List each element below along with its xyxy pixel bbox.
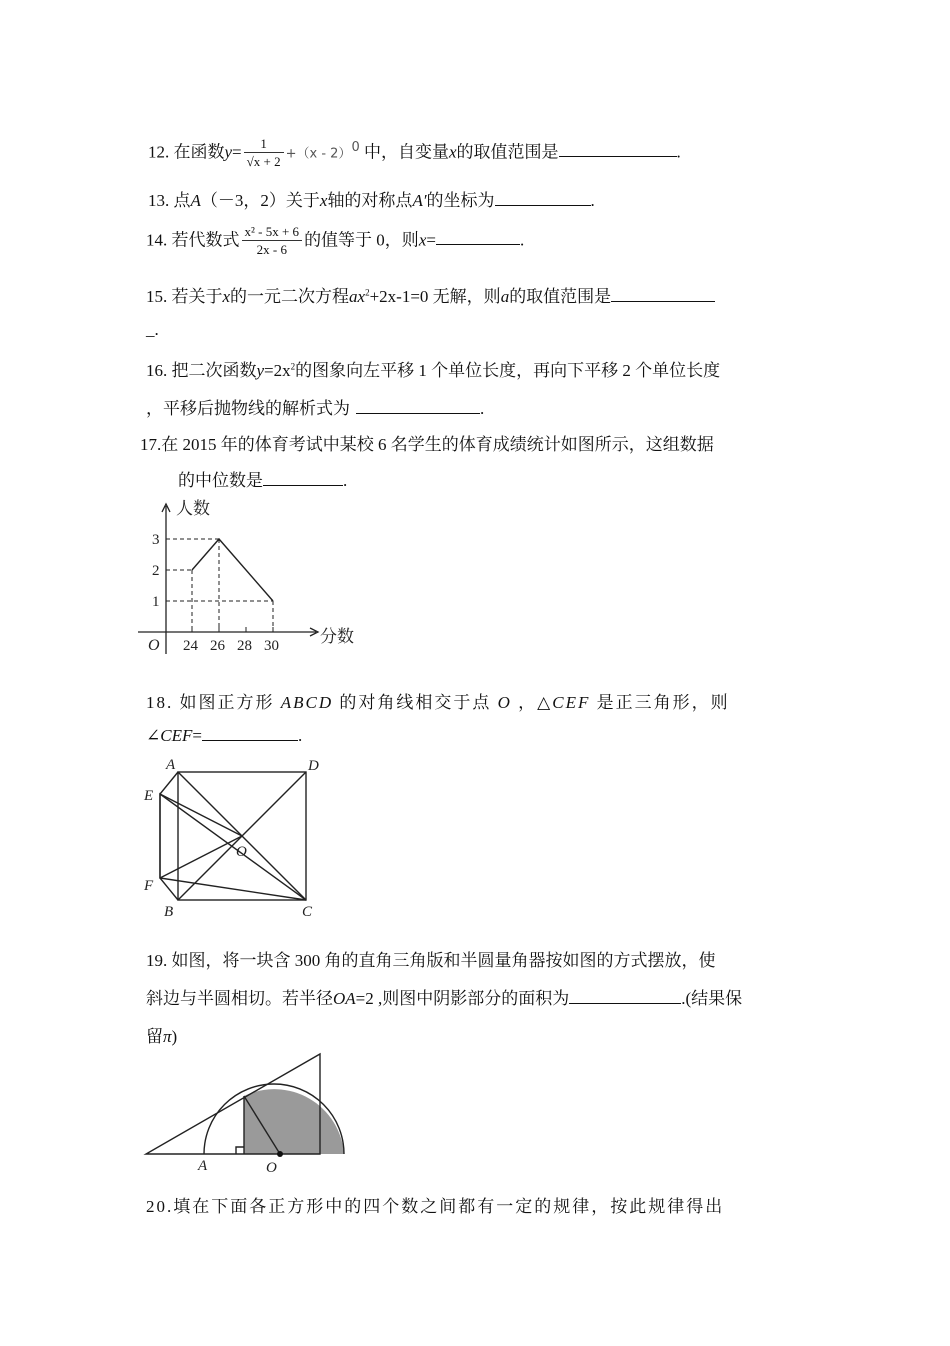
question-20: 20.填在下面各正方形中的四个数之间都有一定的规律，按此规律得出	[146, 1197, 725, 1216]
answer-blank	[559, 142, 677, 157]
line-chart	[138, 494, 368, 664]
label-c: C	[302, 904, 313, 920]
answer-blank	[495, 191, 591, 206]
label-o: O	[266, 1160, 277, 1176]
protractor-figure	[140, 1048, 360, 1178]
segment-fo	[160, 836, 242, 878]
fraction: $\frac{\text{x² - 5x + 6}}{2x - 6}$	[242, 224, 303, 259]
question-17: 17.在 2015 年的体育考试中某校 6 名学生的体育成绩统计如图所示，这组数据	[140, 435, 714, 454]
label-o: O	[236, 844, 247, 860]
series-line	[192, 539, 273, 601]
answer-blank	[356, 399, 480, 414]
right-angle-mark	[236, 1147, 244, 1154]
fraction: $\frac{1}{√x + 2}$	[244, 136, 284, 171]
x-tick-label: 30	[264, 638, 279, 654]
question-19-line3: 留π)	[146, 1027, 178, 1046]
question-number: 15.	[146, 287, 168, 306]
question-15-line2: _.	[146, 320, 159, 339]
question-number: 17.	[140, 435, 162, 454]
center-point	[277, 1151, 283, 1157]
question-19: 19. 如图，将一块含 300 角的直角三角版和半圆量角器按如图的方式摆放，使	[146, 951, 716, 970]
question-number: 12.	[148, 142, 170, 162]
label-b: B	[164, 904, 174, 920]
label-a: A	[198, 1158, 208, 1174]
question-number: 13.	[148, 191, 170, 210]
x-tick-label: 24	[183, 638, 198, 654]
answer-blank	[202, 726, 298, 741]
question-19-line2: 斜边与半圆相切。若半径OA=2 ,则图中阴影部分的面积为 .(结果保	[146, 989, 743, 1008]
y-axis-label: 人数	[176, 499, 210, 518]
answer-blank	[569, 989, 681, 1004]
x-tick-label: 26	[210, 638, 225, 654]
question-number: 14.	[146, 230, 168, 250]
x-axis-label: 分数	[320, 627, 354, 646]
answer-blank	[436, 230, 520, 245]
label-e: E	[144, 788, 154, 804]
y-tick-label: 3	[152, 532, 160, 548]
question-12: 12. 在函数y= $\frac{1}{√x + 2}$ +（x - 2）$^0$ 中，自变量x的取值范围是 .	[148, 136, 681, 169]
question-number: 16.	[146, 361, 168, 380]
y-tick-label: 1	[152, 594, 160, 610]
question-14: 14. 若代数式 $\frac{\text{x² - 5x + 6}}{2x - 6}$ 的值等于 0，则x= .	[146, 224, 525, 257]
question-17-line2: 的中位数是 .	[178, 471, 348, 490]
question-18-line2: ∠CEF= .	[146, 726, 303, 745]
shaded-region	[244, 1089, 344, 1154]
y-tick-label: 2	[152, 563, 160, 579]
question-18: 18. 如图正方形 ABCD 的对角线相交于点 O ，△CEF 是正三角形，则	[146, 693, 730, 712]
label-a: A	[166, 757, 176, 773]
label-f: F	[144, 878, 154, 894]
question-13: 13. 点A（－3，2）关于x轴的对称点A′的坐标为 .	[148, 191, 595, 210]
question-15: 15. 若关于x的一元二次方程$ax^2+2x-1=0$ 无解，则a的取值范围是	[146, 282, 715, 307]
answer-blank	[263, 471, 343, 486]
origin-label: O	[148, 637, 160, 654]
segment-eo	[160, 794, 242, 836]
x-tick-label: 28	[237, 638, 252, 654]
question-16-line2: ，平移后抛物线的解析式为 .	[146, 399, 485, 418]
question-16: 16. 把二次函数$y=2x^2$的图象向左平移 1 个单位长度，再向下平移 2 个单位长度	[146, 361, 721, 380]
question-number: 19.	[146, 951, 168, 970]
question-number: 20.	[146, 1197, 174, 1216]
label-d: D	[308, 758, 319, 774]
question-number: 18.	[146, 693, 174, 712]
triangle-cef	[160, 794, 306, 900]
answer-blank	[611, 287, 715, 302]
square-figure	[140, 756, 330, 921]
